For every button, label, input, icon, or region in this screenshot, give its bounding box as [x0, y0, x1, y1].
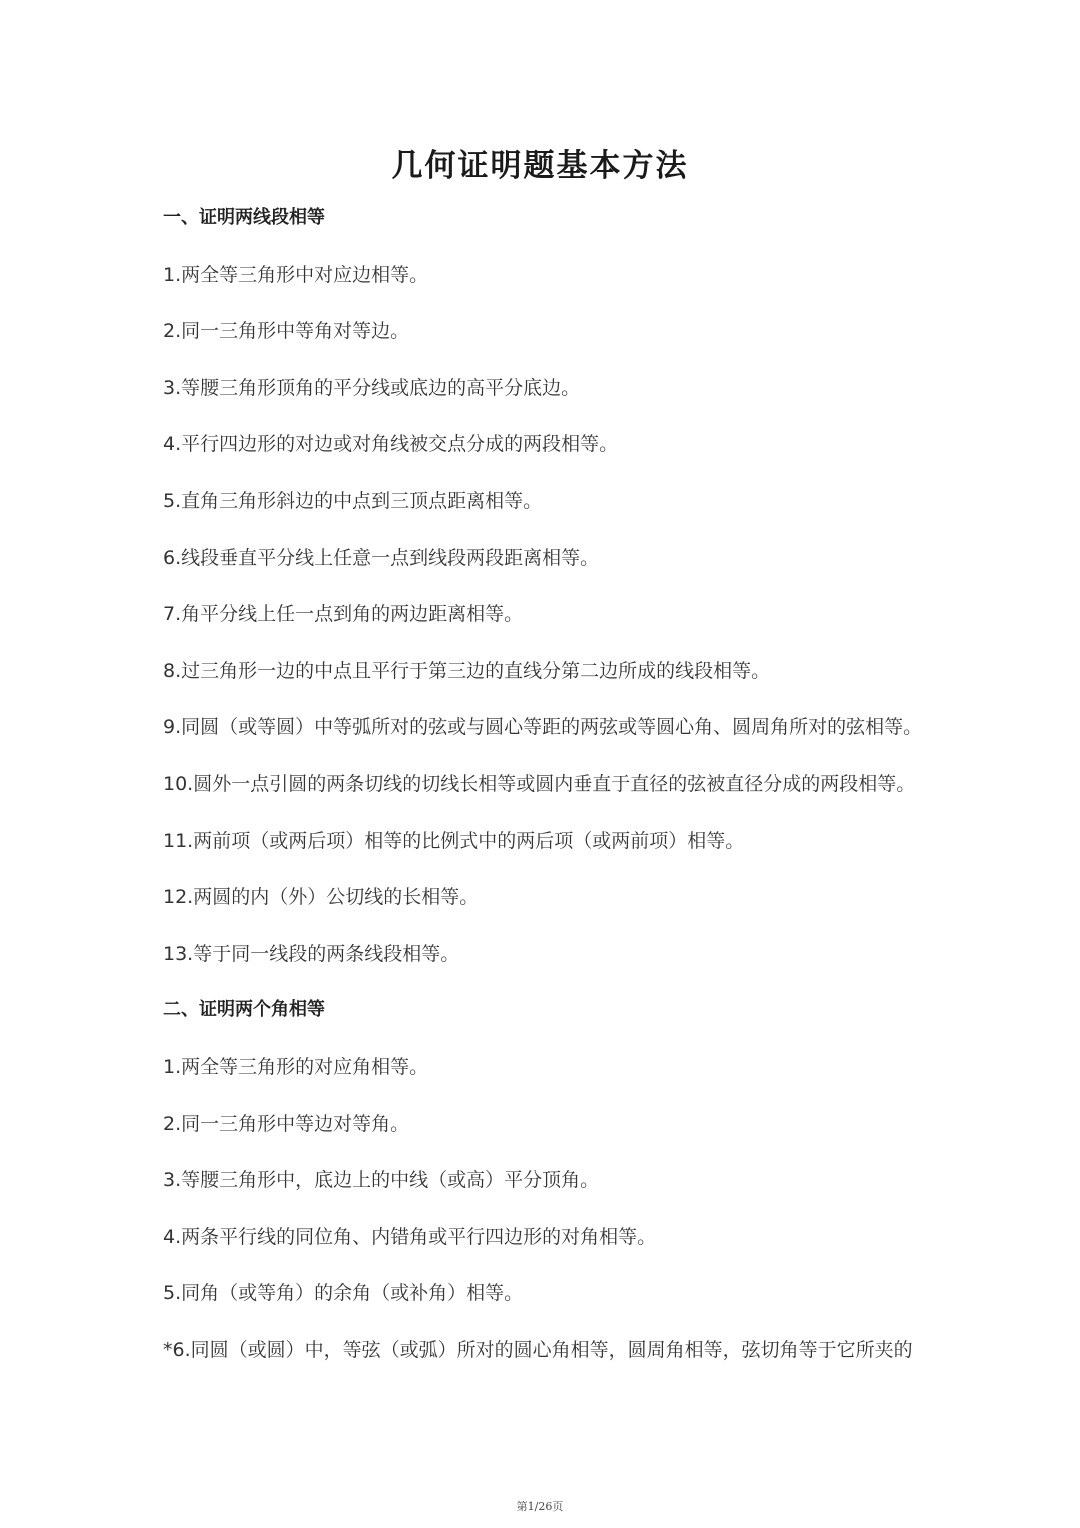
- list-item: 5.直角三角形斜边的中点到三顶点距离相等。: [163, 489, 543, 512]
- page-number: 第1/26页: [516, 1500, 564, 1513]
- document-body: [163, 200, 963, 1388]
- list-item: 7.角平分线上任一点到角的两边距离相等。: [163, 603, 524, 626]
- list-item: *6.同圆（或圆）中，等弦（或弧）所对的圆心角相等，圆周角相等，弦切角等于它所夹的: [163, 1338, 913, 1361]
- list-item: 6.线段垂直平分线上任意一点到线段两段距离相等。: [163, 546, 600, 569]
- list-item: 4.平行四边形的对边或对角线被交点分成的两段相等。: [163, 433, 619, 456]
- page-title: 几何证明题基本方法: [391, 148, 689, 184]
- list-item: 3.等腰三角形中，底边上的中线（或高）平分顶角。: [163, 1169, 600, 1192]
- list-item: 11.两前项（或两后项）相等的比例式中的两后项（或两前项）相等。: [163, 829, 745, 852]
- list-item: 2.同一三角形中等边对等角。: [163, 1112, 410, 1135]
- list-item: 1.两全等三角形中对应边相等。: [163, 263, 429, 286]
- list-item: 8.过三角形一边的中点且平行于第三边的直线分第二边所成的线段相等。: [163, 659, 771, 682]
- list-item: 4.两条平行线的同位角、内错角或平行四边形的对角相等。: [163, 1225, 657, 1248]
- list-item: 5.同角（或等角）的余角（或补角）相等。: [163, 1282, 524, 1305]
- list-item: 12.两圆的内（外）公切线的长相等。: [163, 886, 479, 909]
- list-item: 10.圆外一点引圆的两条切线的切线长相等或圆内垂直于直径的弦被直径分成的两段相等。: [163, 772, 916, 795]
- list-item: 13.等于同一线段的两条线段相等。: [163, 942, 460, 965]
- section-heading-1: 一、证明两线段相等: [163, 207, 325, 228]
- list-item: 1.两全等三角形的对应角相等。: [163, 1055, 429, 1078]
- list-item: 3.等腰三角形顶角的平分线或底边的高平分底边。: [163, 376, 581, 399]
- list-item: 2.同一三角形中等角对等边。: [163, 320, 410, 343]
- list-item: 9.同圆（或等圆）中等弧所对的弦或与圆心等距的两弦或等圆心角、圆周角所对的弦相等。: [163, 716, 923, 739]
- section-heading-2: 二、证明两个角相等: [163, 999, 325, 1021]
